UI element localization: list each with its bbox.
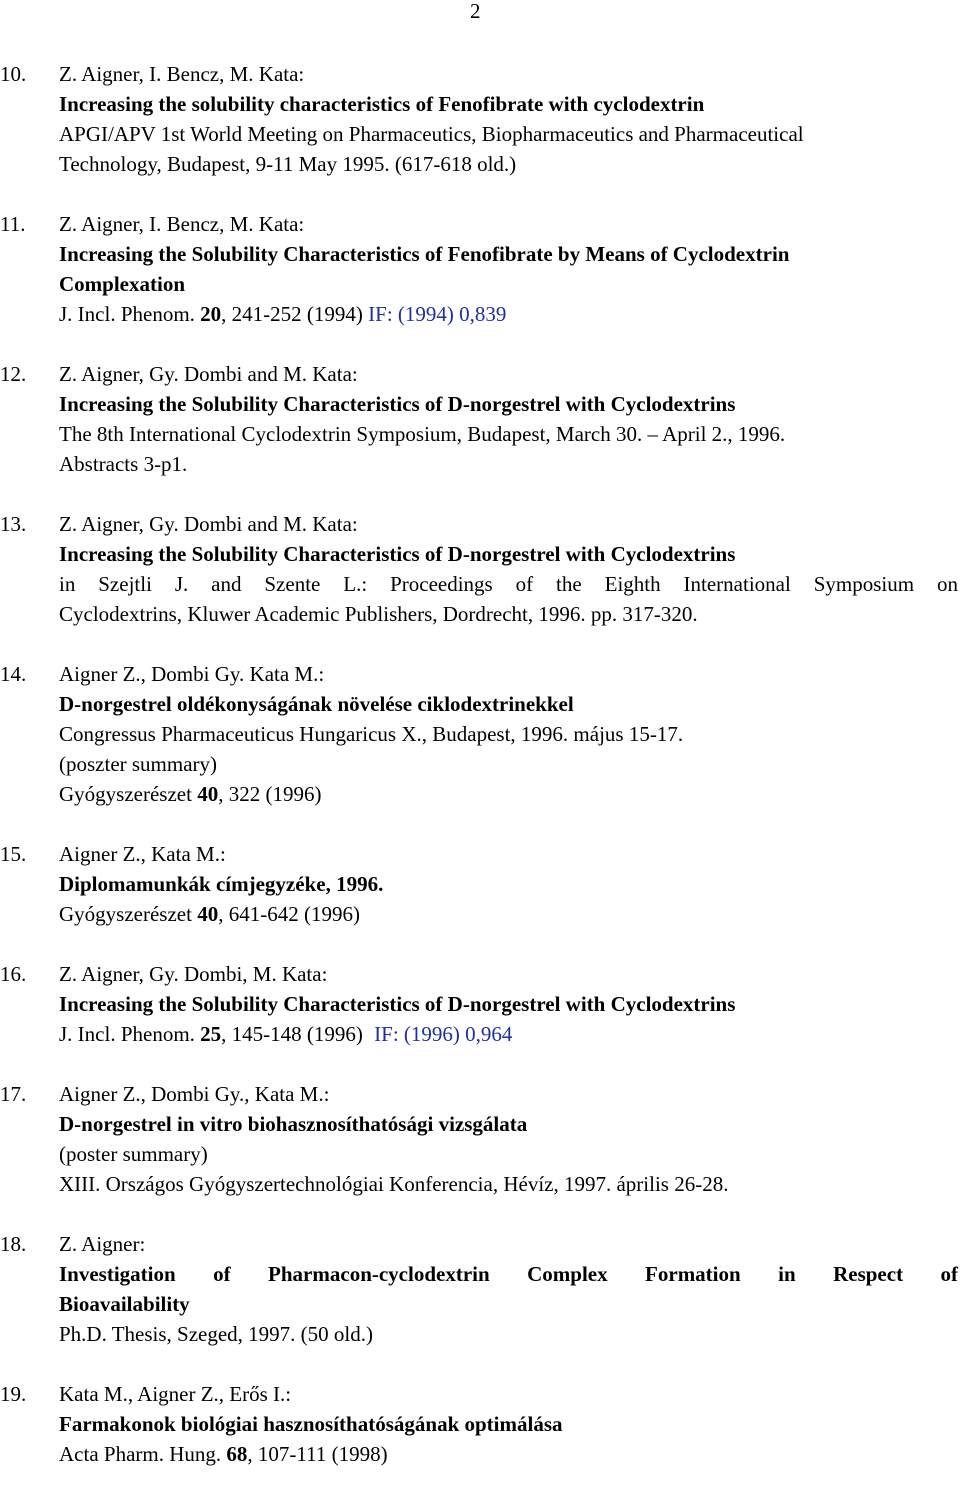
entry-title: Bioavailability bbox=[59, 1292, 190, 1316]
entry-number: 14. bbox=[0, 662, 27, 686]
entry-title: Increasing the solubility characteristics of Fenofibrate with cyclodextrin bbox=[59, 92, 705, 116]
entry-authors: Aigner Z., Dombi Gy., Kata M.: bbox=[59, 1082, 330, 1106]
entry-number: 12. bbox=[0, 362, 27, 386]
entry-citation bbox=[59, 299, 958, 329]
entry-authors: Aigner Z., Dombi Gy. Kata M.: bbox=[59, 662, 325, 686]
journal-name: Gyógyszerészet bbox=[59, 902, 192, 926]
entry-detail: Ph.D. Thesis, Szeged, 1997. (50 old.) bbox=[59, 1322, 374, 1346]
journal-volume: 68 bbox=[226, 1442, 248, 1466]
entry-detail: XIII. Országos Gyógyszertechnológiai Konferencia, Hévíz, 1997. április 26-28. bbox=[59, 1172, 729, 1196]
entry-detail: (poszter summary) bbox=[59, 752, 218, 776]
impact-factor-value: (1994) 0,839 bbox=[397, 302, 507, 326]
publication-entry bbox=[0, 1079, 958, 1199]
journal-name: J. Incl. Phenom. bbox=[59, 1022, 195, 1046]
entry-title: Increasing the Solubility Characteristics of D-norgestrel with Cyclodextrins bbox=[59, 392, 736, 416]
journal-pages: , 145-148 (1996) bbox=[221, 1022, 363, 1046]
publication-entry bbox=[0, 1229, 958, 1349]
page-number: 2 bbox=[470, 0, 481, 23]
entry-title: Diplomamunkák címjegyzéke, 1996. bbox=[59, 872, 384, 896]
publication-entry bbox=[0, 359, 958, 479]
entry-authors: Z. Aigner, I. Bencz, M. Kata: bbox=[59, 212, 305, 236]
entry-detail: Abstracts 3-p1. bbox=[59, 452, 188, 476]
publication-entry bbox=[0, 59, 958, 179]
entry-authors: Z. Aigner, Gy. Dombi and M. Kata: bbox=[59, 512, 358, 536]
entry-number: 16. bbox=[0, 962, 27, 986]
entry-citation bbox=[59, 779, 958, 809]
journal-volume: 20 bbox=[200, 302, 222, 326]
journal-pages: , 107-111 (1998) bbox=[247, 1442, 388, 1466]
publication-entry bbox=[0, 959, 958, 1049]
entry-citation bbox=[59, 899, 958, 929]
journal-pages: , 241-252 (1994) bbox=[221, 302, 363, 326]
journal-pages: , 641-642 (1996) bbox=[218, 902, 360, 926]
entry-authors: Z. Aigner, Gy. Dombi, M. Kata: bbox=[59, 962, 328, 986]
entry-authors: Aigner Z., Kata M.: bbox=[59, 842, 226, 866]
entry-authors: Z. Aigner, I. Bencz, M. Kata: bbox=[59, 62, 305, 86]
entry-detail: in Szejtli J. and Szente L.: Proceedings of the Eighth International Symposium on bbox=[59, 572, 958, 596]
entry-title: Increasing the Solubility Characteristics of D-norgestrel with Cyclodextrins bbox=[59, 542, 736, 566]
entry-title: Complexation bbox=[59, 272, 185, 296]
entry-title: Increasing the Solubility Characteristics of Fenofibrate by Means of Cyclodextrin bbox=[59, 242, 790, 266]
journal-volume: 40 bbox=[197, 782, 219, 806]
publication-entry bbox=[0, 209, 958, 329]
publication-entry bbox=[0, 1379, 958, 1469]
entry-number: 13. bbox=[0, 512, 27, 536]
entry-detail: Congressus Pharmaceuticus Hungaricus X., Budapest, 1996. május 15-17. bbox=[59, 722, 684, 746]
entry-detail: Cyclodextrins, Kluwer Academic Publishers, Dordrecht, 1996. pp. 317-320. bbox=[59, 602, 698, 626]
entry-title: D-norgestrel in vitro biohasznosíthatósági vizsgálata bbox=[59, 1112, 528, 1136]
entry-title: Increasing the Solubility Characteristics of D-norgestrel with Cyclodextrins bbox=[59, 992, 736, 1016]
entry-detail: (poster summary) bbox=[59, 1142, 208, 1166]
publication-list bbox=[0, 59, 958, 1499]
journal-volume: 25 bbox=[200, 1022, 222, 1046]
publication-entry bbox=[0, 509, 958, 629]
entry-authors: Kata M., Aigner Z., Erős I.: bbox=[59, 1382, 292, 1406]
entry-detail: Technology, Budapest, 9-11 May 1995. (617-618 old.) bbox=[59, 152, 517, 176]
entry-detail: The 8th International Cyclodextrin Symposium, Budapest, March 30. – April 2., 1996. bbox=[59, 422, 786, 446]
journal-pages: , 322 (1996) bbox=[218, 782, 322, 806]
journal-name: Acta Pharm. Hung. bbox=[59, 1442, 222, 1466]
impact-factor-label: IF: bbox=[374, 1022, 399, 1046]
impact-factor-value: (1996) 0,964 bbox=[403, 1022, 513, 1046]
publication-entry bbox=[0, 839, 958, 929]
entry-title: Farmakonok biológiai hasznosíthatóságának optimálása bbox=[59, 1412, 563, 1436]
entry-number: 15. bbox=[0, 842, 27, 866]
publication-entry bbox=[0, 659, 958, 809]
entry-citation bbox=[59, 1439, 958, 1469]
entry-number: 10. bbox=[0, 62, 27, 86]
journal-name: J. Incl. Phenom. bbox=[59, 302, 195, 326]
entry-citation bbox=[59, 1019, 958, 1049]
entry-number: 18. bbox=[0, 1232, 27, 1256]
entry-number: 11. bbox=[0, 212, 26, 236]
entry-detail: APGI/APV 1st World Meeting on Pharmaceutics, Biopharmaceutics and Pharmaceutical bbox=[59, 122, 804, 146]
entry-title: Investigation of Pharmacon-cyclodextrin Complex Formation in Respect of bbox=[59, 1262, 958, 1286]
entry-title: D-norgestrel oldékonyságának növelése ciklodextrinekkel bbox=[59, 692, 574, 716]
entry-authors: Z. Aigner, Gy. Dombi and M. Kata: bbox=[59, 362, 358, 386]
journal-name: Gyógyszerészet bbox=[59, 782, 192, 806]
entry-number: 17. bbox=[0, 1082, 27, 1106]
journal-volume: 40 bbox=[197, 902, 219, 926]
entry-number: 19. bbox=[0, 1382, 27, 1406]
entry-authors: Z. Aigner: bbox=[59, 1232, 146, 1256]
impact-factor-label: IF: bbox=[368, 302, 393, 326]
